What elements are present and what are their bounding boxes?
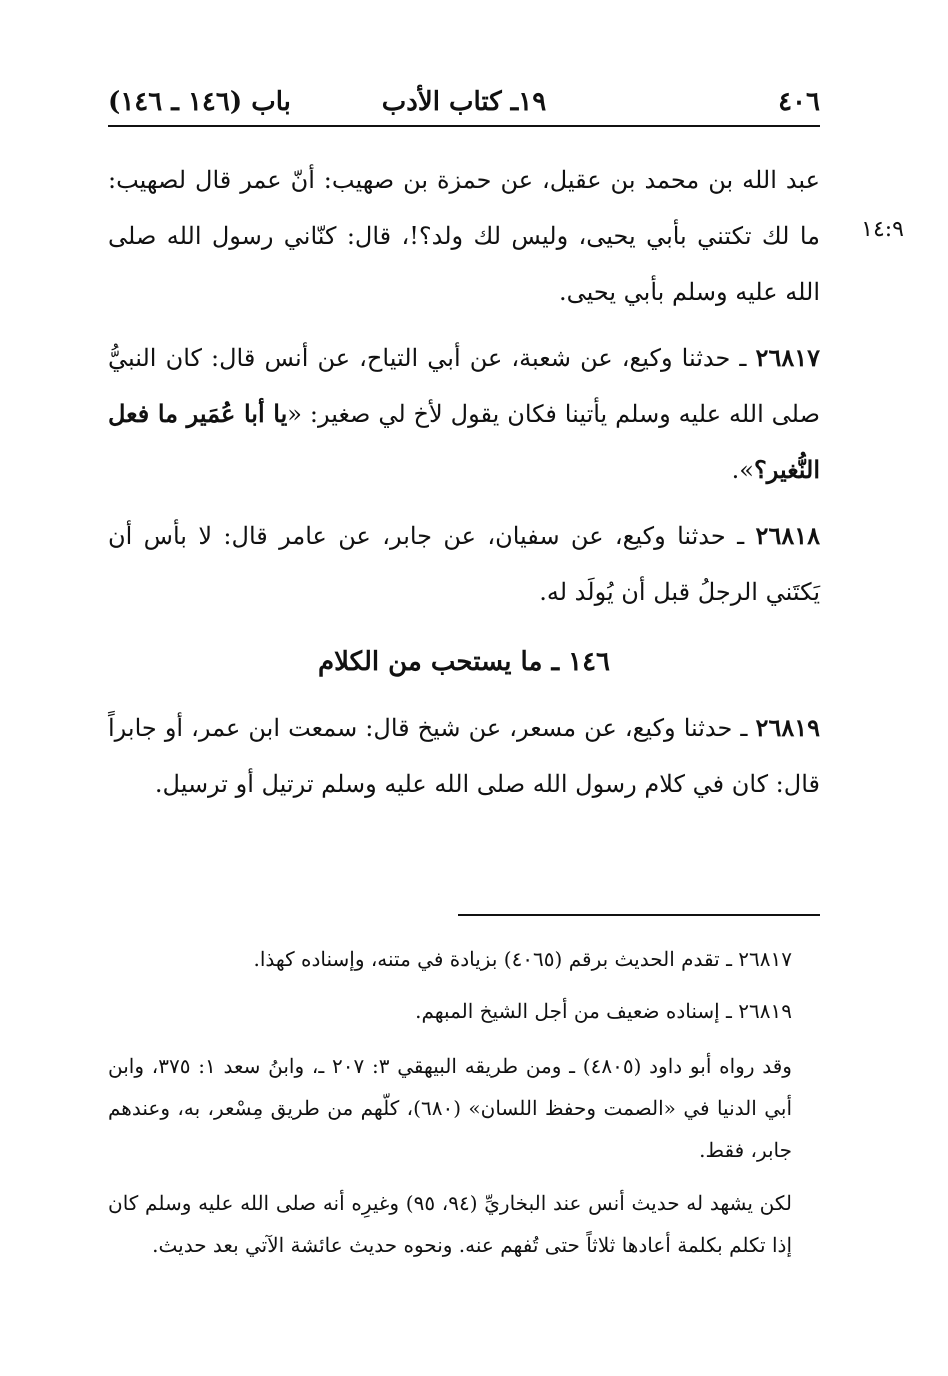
chapter-number: ١٤٦	[568, 647, 611, 677]
hadith-26817	[108, 330, 820, 498]
paragraph-text: عبد الله بن محمد بن عقيل، عن حمزة بن صهيب: أنّ عمر قال لصهيب: ما لك تكتني بأبي يحيى، وليس لك ولد؟!، قال: كنّاني رسول الله صلى الله عليه وسلم بأبي يحيى.	[108, 166, 820, 306]
hadith-number: ٢٦٨١٨	[755, 521, 820, 550]
page	[108, 0, 904, 1376]
hadith-text: ـ حدثنا وكيع، عن شعبة، عن أبي التياح، عن أنس قال: كان النبيُّ صلى الله عليه وسلم يأتينا فكان يقول لأخ لي صغير: «	[108, 344, 820, 428]
chapter-heading	[108, 640, 820, 684]
footnote-26819: ٢٦٨١٩ ـ إسناده ضعيف من أجل الشيخ المبهم.	[415, 999, 792, 1023]
paragraph-continuation	[108, 152, 820, 320]
page-header	[108, 82, 820, 122]
hadith-text: ـ حدثنا وكيع، عن سفيان، عن جابر، عن عامر قال: لا بأس أن يَكتَني الرجلُ قبل أن يُولَد له.	[108, 522, 820, 606]
hadith-quote: يا أبا عُمَير ما فعل النُّغير؟	[108, 399, 820, 484]
footnote-26817: ٢٦٨١٧ ـ تقدم الحديث برقم (٤٠٦٥) بزيادة في متنه، وإسناده كهذا.	[253, 947, 792, 971]
hadith-26818	[108, 508, 820, 620]
hadith-26819	[108, 700, 820, 812]
footnote-26819-sources: وقد رواه أبو داود (٤٨٠٥) ـ ومن طريقه البيهقي ٣: ٢٠٧ ـ، وابنُ سعد ١: ٣٧٥، وابن أبي الدنيا في «الصمت وحفظ اللسان» (٦٨٠)، كلّهم من طريق مِسْعر، به، وعندهم جابر، فقط.	[108, 1054, 792, 1162]
hadith-number: ٢٦٨١٧	[755, 343, 820, 372]
footnote-rule	[458, 914, 820, 916]
header-rule	[108, 125, 820, 127]
book-title: ١٩ـ كتاب الأدب	[381, 87, 547, 117]
margin-reference: ١٤:٩	[861, 217, 904, 242]
hadith-number: ٢٦٨١٩	[755, 713, 820, 742]
footnote-26819-witness: لكن يشهد له حديث أنس عند البخاريِّ (٩٤، ٩٥) وغيرِه أنه صلى الله عليه وسلم كان إذا تكلم بكلمة أعادها ثلاثاً حتى تُفهم عنه. ونحوه حديث عائشة الآتي بعد حديث.	[108, 1191, 793, 1257]
chapter-range: باب (١٤٦ ـ ١٤٦)	[108, 87, 291, 117]
chapter-title: ـ ما يستحب من الكلام	[317, 647, 569, 677]
hadith-quote-end: ».	[731, 456, 754, 484]
page-number: ٤٠٦	[778, 87, 820, 117]
hadith-text: ـ حدثنا وكيع، عن مسعر، عن شيخ قال: سمعت ابن عمر، أو جابراً قال: كان في كلام رسول الله صلى الله عليه وسلم ترتيل أو ترسيل.	[108, 714, 820, 798]
